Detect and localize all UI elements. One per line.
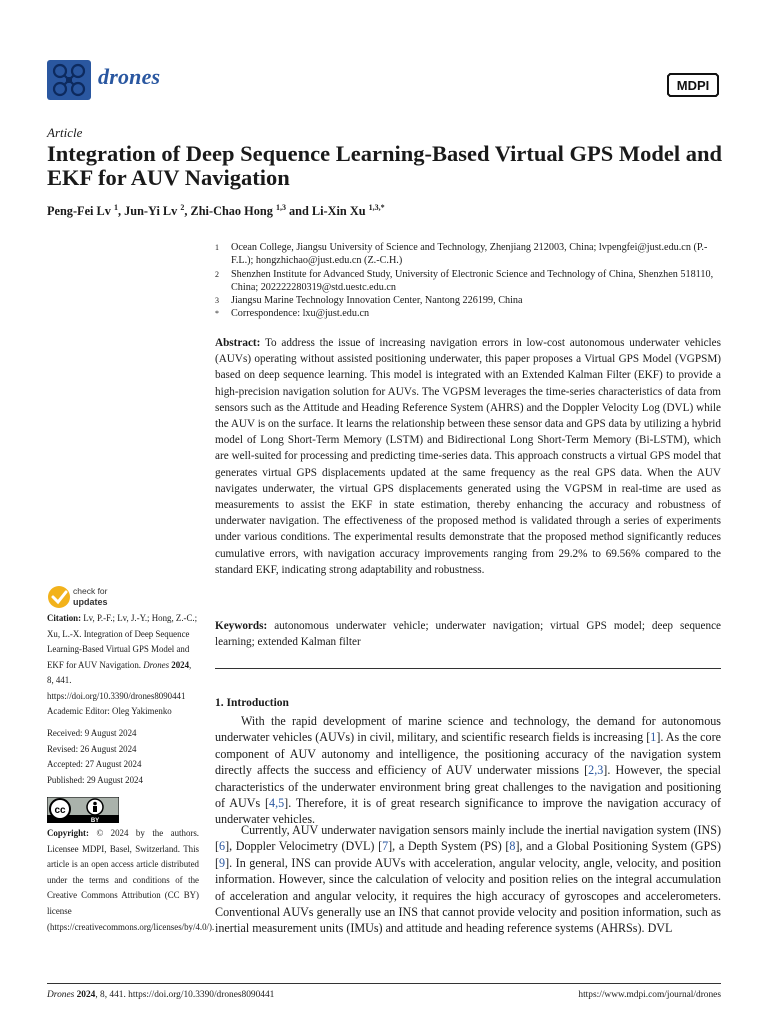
article-type: Article (47, 125, 83, 140)
section-heading-introduction: 1. Introduction (215, 697, 289, 709)
citation-rest[interactable]: , 8, 441. https://doi.org/10.3390/drones8090441 (47, 659, 192, 701)
copyright-label: Copyright: (47, 828, 89, 838)
citation-year: 2024 (171, 659, 190, 670)
paragraph-text: With the rapid development of marine science and technology, the demand for autonomous underwater vehicles (AUVs) in civil, military, and scientific research fields is increasing [ (215, 714, 721, 745)
author-separator: , (184, 204, 191, 219)
keywords-label: Keywords: (215, 620, 268, 632)
check-updates-line1: check for (73, 586, 108, 596)
date-published: Published: 29 August 2024 (47, 774, 143, 785)
affiliation-mark: 3 (215, 296, 219, 305)
paragraph-text: ]. However, the special characteristics of the underwater environment bring great challenges to the navigation and positioning of AUVs [ (215, 763, 721, 811)
author-name[interactable]: Jun-Yi Lv (124, 204, 181, 219)
drones-logo-icon (47, 60, 91, 100)
check-for-updates-badge[interactable] (47, 583, 147, 611)
abstract-label: Abstract: (215, 337, 261, 349)
footer-journal: Drones (47, 990, 75, 1000)
date-accepted: Accepted: 27 August 2024 (47, 759, 142, 770)
check-updates-line2: updates (73, 597, 108, 607)
journal-name: drones (98, 64, 161, 89)
mdpi-label: MDPI (676, 78, 710, 93)
author-affiliation-sup: 1 (113, 203, 118, 212)
author-name[interactable]: Peng-Fei Lv (47, 204, 114, 219)
paragraph-text: Currently, AUV underwater navigation sensors mainly include the inertial navigation system (INS) [ (215, 823, 721, 854)
abstract-text: To address the issue of increasing navigation errors in low-cost autonomous underwater vehicles (AUVs) operating without assisted positioning underwater, this paper proposes a Virtual GPS Model (VGPSM) based on deep sequence learning. This model is integrated with an Extended Kalman Filter (EKF) to provide a high-precision navigation solution for AUVs. The VGPSM leverages the time-series characteristics of data from sensors such as the Attitude and Heading Reference System (AHRS) and the Doppler Velocity Log (DVL) while the AUV is on the surface. It learns the relationship between these sensor data and GPS data by utilizing a hybrid model of Long Short-Term Memory (LSTM) and Bidirectional Long Short-Term Memory (Bi-LSTM), which are well-suited for processing and predicting time-series data. This approach constructs a virtual GPS model that generates virtual GPS displacements updated at the same frequency as the real GPS data. When the AUV navigates underwater, the virtual GPS displacements generated using the VGPSM in real-time are used as measurements to assist the EKF in state estimation, thereby enhancing the accuracy and robustness of underwater navigation. The effectiveness of the proposed method is validated through a series of experiments under various conditions. The experimental results demonstrate that the proposed method significantly reduces cumulative errors, with navigation accuracy improvements ranging from 29.2% to 69.56% compared to the standard EKF, indicating strong adaptability and robustness. (215, 337, 721, 576)
author-name[interactable]: Zhi-Chao Hong (190, 204, 276, 219)
affiliation-text: Correspondence: lxu@just.edu.cn (231, 308, 370, 319)
affiliation-text: Jiangsu Marine Technology Innovation Center, Nantong 226199, China (231, 295, 523, 306)
affiliation-correspondence (215, 307, 725, 320)
citation-link[interactable]: 6 (219, 839, 226, 854)
dates-block (47, 726, 199, 788)
attribution-person-icon (87, 799, 103, 815)
by-text: BY (90, 818, 100, 823)
affiliation-mark: 1 (215, 243, 219, 252)
citation-journal: Drones (143, 659, 170, 670)
mdpi-logo-icon (666, 72, 720, 98)
paragraph-text: ]. Therefore, it is of great research significance to improve the navigation accuracy of underwater vehicles. (215, 796, 721, 827)
check-updates-icon (48, 586, 70, 608)
footer-year: 2024 (76, 990, 96, 1000)
citation-block (47, 611, 199, 705)
author-separator: , (117, 204, 125, 219)
author-name[interactable]: Li-Xin Xu (311, 204, 369, 219)
footer-doi[interactable]: , 8, 441. https://doi.org/10.3390/drones8090441 (95, 990, 275, 1000)
affiliation-text: Shenzhen Institute for Advanced Study, University of Electronic Science and Technology of China, Shenzhen 518110, China; 202222280319@std.uestc.edu.cn (231, 269, 714, 294)
citation-link[interactable]: 8 (509, 839, 516, 854)
paragraph-text: ], and a Global Positioning System (GPS) [ (215, 839, 721, 870)
citation-label: Citation: (47, 613, 82, 623)
footer-journal-url[interactable]: https://www.mdpi.com/journal/drones (578, 990, 721, 1000)
citation-link[interactable]: 4,5 (269, 796, 285, 811)
academic-editor: Academic Editor: Oleg Yakimenko (47, 706, 172, 716)
author-affiliation-sup: 2 (180, 203, 185, 212)
author-list (47, 203, 385, 219)
date-received: Received: 9 August 2024 (47, 728, 137, 738)
date-revised: Revised: 26 August 2024 (47, 743, 137, 754)
author-affiliation-sup: 1,3 (275, 203, 286, 212)
footer-divider (47, 983, 721, 984)
citation-text: Lv, P.-F.; Lv, J.-Y.; Hong, Z.-C.; Xu, L.-X. Integration of Deep Sequence Learning-Based Virtual GPS Model and EKF for AUV Navigation. (47, 613, 198, 670)
intro-paragraph-1 (215, 713, 721, 828)
affiliation-2 (215, 268, 725, 294)
intro-paragraph-2 (215, 822, 721, 937)
citation-link[interactable]: 2,3 (588, 763, 604, 778)
paragraph-text: ], Doppler Velocimetry (DVL) [ (225, 839, 383, 854)
keywords-text: autonomous underwater vehicle; underwater navigation; virtual GPS model; deep sequence learning; extended Kalman filter (215, 620, 721, 649)
affiliation-1 (215, 241, 725, 267)
footer-citation (47, 990, 274, 1000)
copyright-text: © 2024 by the authors. Licensee MDPI, Basel, Switzerland. This article is an open access article distributed under the terms and conditions of the Creative Commons Attribution (CC BY) license (https://creativecommons.org/licenses/by/4.0/). (47, 828, 215, 932)
citation-link[interactable]: 9 (219, 855, 226, 870)
author-separator: and (285, 204, 312, 219)
abstract (215, 335, 721, 578)
keywords (215, 618, 721, 650)
affiliation-3 (215, 294, 725, 307)
paragraph-text: ], a Depth System (PS) [ (388, 839, 510, 854)
affiliation-mark: * (215, 309, 219, 318)
affiliation-mark: 2 (215, 270, 219, 279)
paragraph-text: ]. In general, INS can provide AUVs with acceleration, angular velocity, angle, velocity, and position information. However, since the calculation of velocity and position relies on the integral accumulation of acceleration and angular velocity, it requires the high accuracy of gyroscopes and accelerometers. Conventional AUVs generally use an INS that cannot provide velocity and position information, such as inertial measurement units (IMUs) and attitude and heading reference systems (AHRSs). DVL (215, 855, 721, 936)
keywords-divider (215, 668, 721, 669)
citation-link[interactable]: 7 (382, 839, 389, 854)
paragraph-text: ]. As the core component of AUV autonomy and intelligence, the positioning accuracy of the navigation system directly affects the success and efficiency of AUV underwater missions [ (215, 730, 721, 778)
affiliation-text: Ocean College, Jiangsu University of Science and Technology, Zhenjiang 212003, China; lvpengfei@just.edu.cn (P.-F.L.); hongzhichao@just.edu.cn (Z.-C.H.) (231, 242, 708, 267)
cc-by-license-badge[interactable] (47, 797, 119, 823)
cc-text: cc (54, 805, 66, 816)
copyright-block (47, 826, 215, 935)
cc-icon (50, 799, 70, 819)
article-title: Integration of Deep Sequence Learning-Based Virtual GPS Model and EKF for AUV Navigation (47, 141, 723, 190)
author-affiliation-sup: 1,3,* (368, 203, 385, 212)
citation-link[interactable]: 1 (650, 730, 657, 745)
